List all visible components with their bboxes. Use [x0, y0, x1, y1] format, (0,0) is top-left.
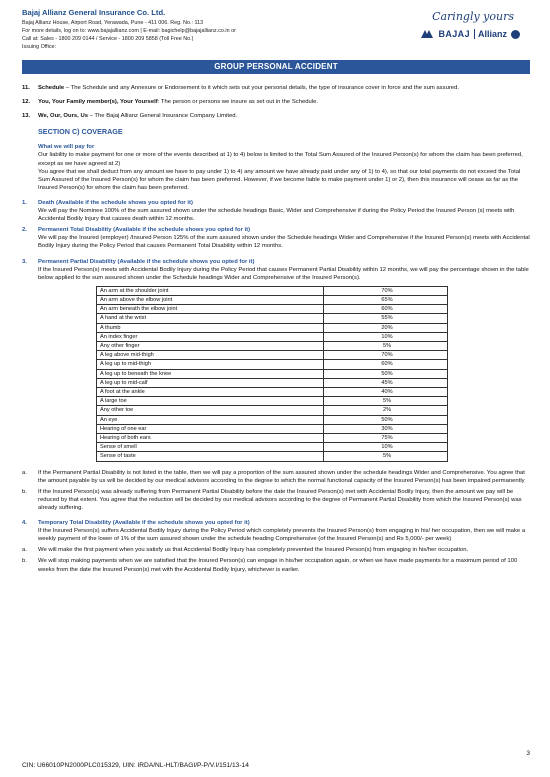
benefit-number: 4. [22, 520, 27, 527]
disability-cell: An arm above the elbow joint [97, 295, 324, 304]
table-row [97, 388, 448, 397]
document-title-banner: GROUP PERSONAL ACCIDENT [22, 60, 530, 74]
definition-term: Schedule [38, 85, 65, 91]
phone-line: Call at: Sales - 1800 209 0144 / Service - 1800 209 5858 (Toll Free No.) [22, 36, 194, 42]
benefit-text: If the Insured Person(s) suffers Accidental Bodily Injury during the Policy Period which completely prevents the Insured Person(s) from engaging in his/ her occupation, then we will make a weekly payment of the lower of 1% of the sum assured shown under the schedule heading Comprehensive (of the Insured Person(s) and Rs 5,000/- per week) [38, 528, 526, 543]
definition-text: : The person or persons we insure as set out in the Schedule. [157, 99, 319, 106]
disability-cell: A leg up to mid-calf [97, 378, 324, 387]
disability-cell: An arm beneath the elbow joint [97, 305, 324, 314]
definition-number: 12. [22, 99, 31, 106]
percentage-cell: 10% [324, 332, 448, 341]
percentage-cell: 5% [324, 342, 448, 351]
definition-term: You, Your Family member(s), Your Yourself [38, 99, 158, 106]
table-row [97, 323, 448, 332]
note-text: If the Permanent Partial Disability is not listed in the table, then we will pay a proportion of the sum assured shown under the schedule headings Wider and Comprehensive. You agree that the amount payable by us will be decided by our medical advisors according to the degree to which the normal functional capacity of the Insured Person(s) has been impaired permanently [38, 469, 525, 484]
table-row [97, 351, 448, 360]
definition-item [22, 112, 530, 120]
definition-item [22, 98, 530, 106]
disability-cell: A leg up to mid-thigh [97, 360, 324, 369]
note-letter: b. [22, 558, 27, 565]
disability-cell: Hearing of one ear [97, 424, 324, 433]
disability-cell: A foot at the ankle [97, 388, 324, 397]
definition-text: – The Bajaj Allianz General Insurance Company Limited. [87, 113, 238, 120]
note-letter: a. [22, 547, 27, 554]
benefit-heading: Death (Available if the schedule shows you opted for it) [38, 199, 193, 206]
benefit-text: We will pay the Nominee 100% of the sum assured shown under the schedule headings Basic, Wider and Comprehensive if during the Policy Period the Insured Person (s) meets with Accidental Bodily Injury that causes death within 12 months. [38, 208, 515, 223]
table-row [97, 360, 448, 369]
table-row [97, 443, 448, 452]
footer-cin-uin: CIN: U66010PN2000PLC015329, UIN: IRDA/NL-HLT/BAGI/P-P/V.I/151/13-14 [22, 762, 249, 769]
benefit-text: If the Insured Person(s) meets with Accidental Bodily Injury during the Policy Period that causes Permanent Partial Disability within 12 months, we will pay the percentage shown in the table below applied to the sum assured shown under the Schedule headings Wider and Comprehensive of the Insured Person(s). [38, 266, 529, 281]
brand-allianz: Allianz [474, 29, 507, 39]
ppd-note [22, 488, 530, 512]
table-row [97, 415, 448, 424]
disability-cell: Sense of taste [97, 452, 324, 461]
contact-line: For more details, log on to: www.bajajallianz.com | E-mail: bagichelp@bajajallianz.co.in or [22, 28, 236, 34]
percentage-cell: 20% [324, 323, 448, 332]
issuer-header [22, 8, 322, 51]
benefit-number: 2. [22, 227, 27, 234]
issuing-office-line: Issuing Office: [22, 44, 57, 50]
what-we-pay-heading: What we will pay for [38, 144, 95, 151]
ppd-table [96, 286, 448, 462]
disability-cell: A leg above mid-thigh [97, 351, 324, 360]
percentage-cell: 50% [324, 415, 448, 424]
section-heading: SECTION C) COVERAGE [38, 127, 123, 137]
benefit-number: 1. [22, 199, 27, 206]
benefit-item-ttd [22, 519, 530, 543]
table-row [97, 406, 448, 415]
table-row [97, 342, 448, 351]
ppd-note [22, 469, 530, 485]
benefit-item-death [22, 199, 530, 223]
percentage-cell: 70% [324, 351, 448, 360]
benefit-number: 3. [22, 258, 27, 265]
definition-item [22, 84, 530, 92]
table-row [97, 397, 448, 406]
table-row [97, 305, 448, 314]
disability-cell: An index finger [97, 332, 324, 341]
disability-cell: A large toe [97, 397, 324, 406]
benefit-item-ppd [22, 258, 530, 282]
note-text: We will make the first payment when you satisfy us that Accidental Bodily Injury has completely prevented the Insured Person(s) from engaging in his/her occupation. [38, 547, 469, 554]
coverage-block [22, 143, 530, 573]
disability-cell: Hearing of both ears [97, 434, 324, 443]
note-text: We will stop making payments when we are satisfied that the Insured Person(s) can engage in his/her occupation again, or when we have made payments for a maximum period of 100 weeks from the date the Insured Person(s) met with the Accidental Bodily Injury, whichever is earlier. [38, 558, 518, 573]
note-text: If the Insured Person(s) was already suffering from Permanent Partial Disability before the date the Insured Person(s) met with Accidental Bodily Injury, then the amount we pay will be reduced by that extent. You agree that the reduction will be decided by our medical advisors according to the degree of Permanent Partial Disability from which the Insured Person(s) was already suffering. [38, 488, 522, 512]
table-row [97, 378, 448, 387]
table-row [97, 369, 448, 378]
benefit-heading: Permanent Partial Disability (Available if the schedule shows you opted for it) [38, 258, 255, 265]
address-line: Bajaj Allianz House, Airport Road, Yerawada, Pune - 411 006. Reg. No.: 113 [22, 20, 204, 26]
definition-number: 11. [22, 85, 30, 91]
table-row [97, 434, 448, 443]
allianz-eagle-icon [511, 30, 520, 39]
what-we-pay-paragraph: Our liability to make payment for one or more of the events described at 1) to 4) below is limited to the Total Sum Assured of the Insured Person(s) for whom the claim has been preferred, except as we have agreed at 2) [38, 152, 523, 167]
table-row [97, 424, 448, 433]
percentage-cell: 60% [324, 360, 448, 369]
document-body [22, 84, 530, 574]
tagline: Caringly yours [432, 10, 514, 23]
brand-row [380, 29, 520, 39]
disability-cell: A leg up to beneath the knee [97, 369, 324, 378]
percentage-cell: 5% [324, 452, 448, 461]
benefit-text: We will pay the Insured (employer) /Insured Person 125% of the sum assured shown under the Schedule headings Wider and Comprehensive if the Insured Person(s) meets with Accidental Bodily Injury during the Policy Period that causes Permanent Total Disability within 12 months. [38, 235, 530, 250]
definition-term: We, Our, Ours, Us [38, 113, 88, 120]
percentage-cell: 70% [324, 286, 448, 295]
disability-cell: Sense of smell [97, 443, 324, 452]
percentage-cell: 10% [324, 443, 448, 452]
table-row [97, 295, 448, 304]
disability-cell: An eye [97, 415, 324, 424]
table-row [97, 286, 448, 295]
disability-cell: An arm at the shoulder joint [97, 286, 324, 295]
percentage-cell: 60% [324, 305, 448, 314]
benefit-item-ptd [22, 226, 530, 250]
percentage-cell: 65% [324, 295, 448, 304]
disability-cell: A thumb [97, 323, 324, 332]
what-we-pay-paragraph: You agree that we shall deduct from any amount we have to pay under 1) to 4) any amount we have already paid under any of 1) to 4), so that our total payments do not exceed the Total Sum Assured of the Insured Person(s) for whom the claim has been preferred. However, if we become liable to make payment under 1) or 2), then this insurance will cease as far as the Insured Person(s) for whom the claim has been preferred. [38, 168, 521, 191]
ttd-note [22, 557, 530, 573]
benefit-heading: Temporary Total Disability (Available if the schedule shows you opted for it) [38, 520, 250, 527]
ttd-note [22, 546, 530, 554]
bajaj-allianz-logo [380, 10, 520, 54]
definition-number: 13. [22, 113, 31, 120]
table-row [97, 332, 448, 341]
percentage-cell: 50% [324, 369, 448, 378]
bajaj-mark-icon [420, 29, 434, 39]
percentage-cell: 75% [324, 434, 448, 443]
benefit-heading: Permanent Total Disability (Available if the schedule shows you opted for it) [38, 227, 251, 234]
table-row [97, 314, 448, 323]
percentage-cell: 40% [324, 388, 448, 397]
page-number: 3 [526, 750, 530, 757]
brand-bajaj: BAJAJ [438, 29, 470, 39]
percentage-cell: 55% [324, 314, 448, 323]
disability-cell: Any other toe [97, 406, 324, 415]
company-name: Bajaj Allianz General Insurance Co. Ltd. [22, 8, 166, 17]
percentage-cell: 5% [324, 397, 448, 406]
percentage-cell: 2% [324, 406, 448, 415]
percentage-cell: 45% [324, 378, 448, 387]
note-letter: a. [22, 469, 27, 476]
disability-cell: A hand at the wrist [97, 314, 324, 323]
disability-cell: Any other finger [97, 342, 324, 351]
percentage-cell: 30% [324, 424, 448, 433]
note-letter: b. [22, 488, 27, 495]
definition-text: – The Schedule and any Annexure or Endorsement to it which sets out your personal details, the type of insurance cover in force and the sum assured. [64, 85, 459, 91]
table-row [97, 452, 448, 461]
